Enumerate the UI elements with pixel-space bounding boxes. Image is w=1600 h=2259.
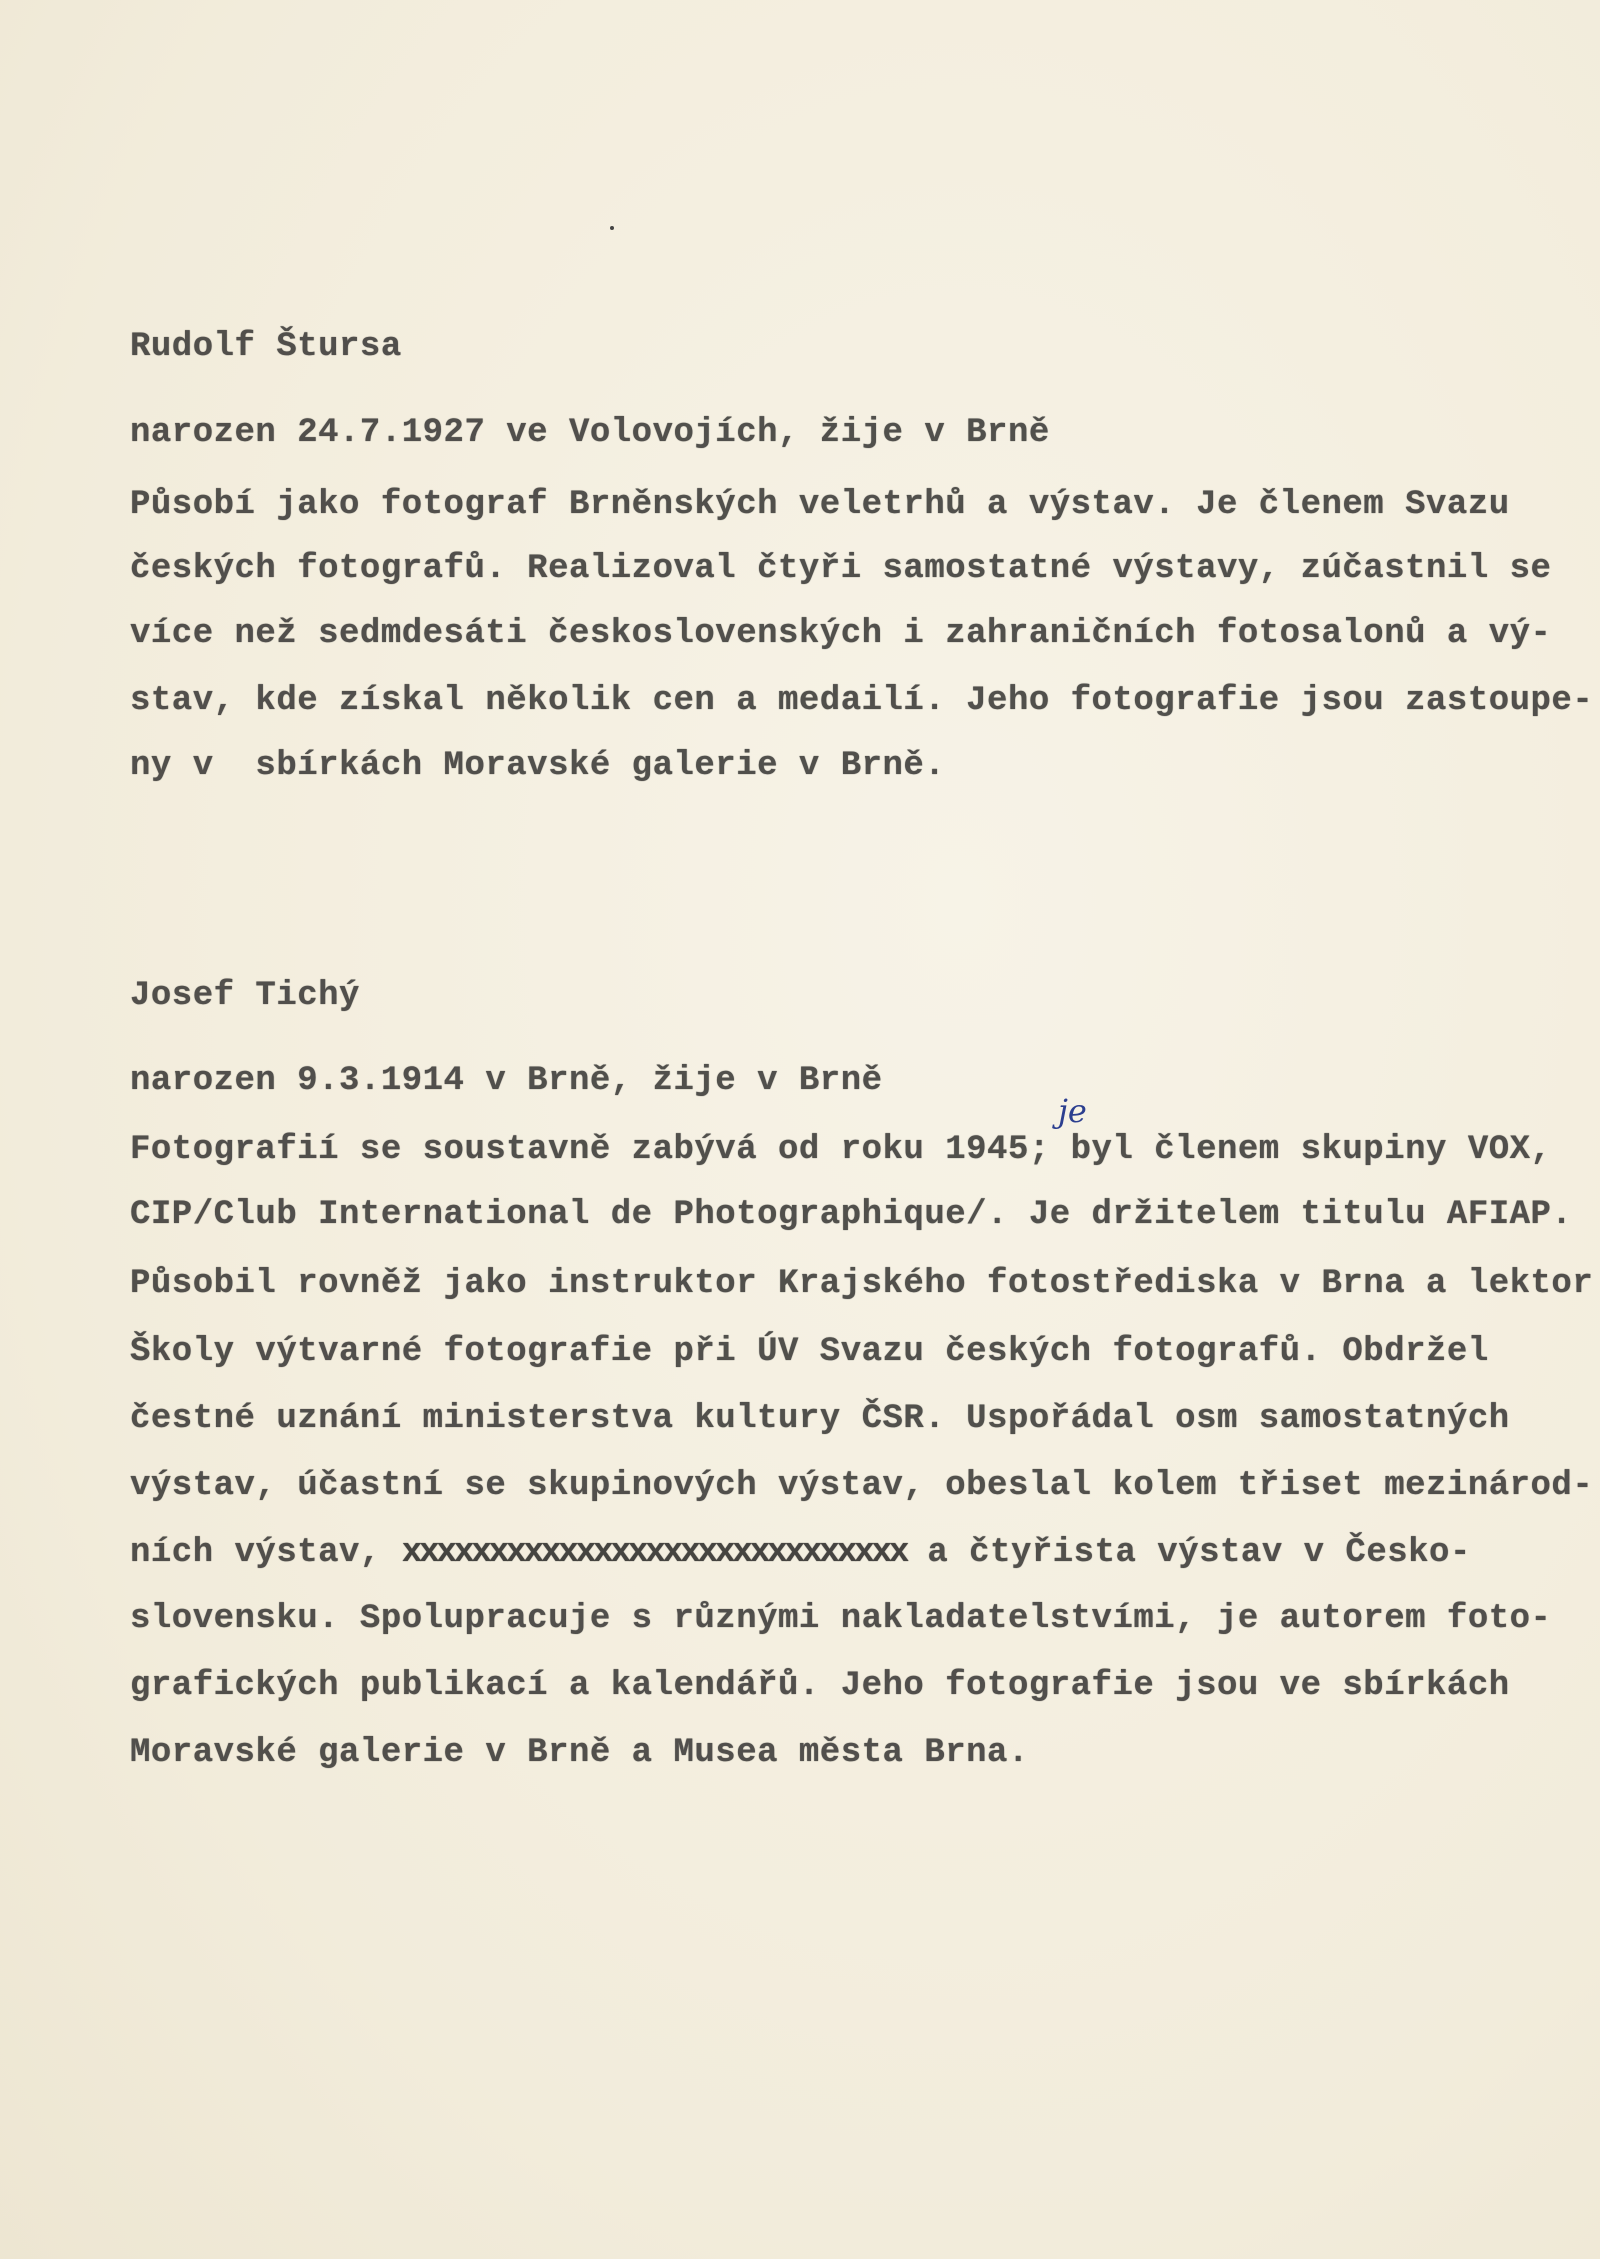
line-start: ních výstav,: [130, 1534, 381, 1572]
entry-1-line: ny v sbírkách Moravské galerie v Brně.: [130, 747, 946, 785]
entry-2-line: Fotografií se soustavně zabývá od roku 1945; byl členem skupiny VOX,: [130, 1131, 1552, 1169]
entry-1-line: stav, kde získal několik cen a medailí. Jeho fotografie jsou zastoupe-: [130, 682, 1594, 720]
entry-2-line: grafických publikací a kalendářů. Jeho fotografie jsou ve sbírkách: [130, 1667, 1510, 1705]
ink-speck: [610, 226, 614, 230]
entry-1-line: více než sedmdesáti československých i zahraničních fotosalonů a vý-: [130, 615, 1552, 653]
entry-2-line: výstav, účastní se skupinových výstav, obeslal kolem třiset mezinárod-: [130, 1467, 1594, 1505]
line-end: a čtyřista výstav v Česko-: [927, 1534, 1471, 1572]
entry-2-line: Moravské galerie v Brně a Musea města Brna.: [130, 1734, 1029, 1772]
entry-2-line: čestné uznání ministerstva kultury ČSR. Uspořádal osm samostatných: [130, 1400, 1510, 1438]
entry-1-line: českých fotografů. Realizoval čtyři samostatné výstavy, zúčastnil se: [130, 550, 1552, 588]
entry-2-line: CIP/Club International de Photographique/. Je držitelem titulu AFIAP.: [130, 1196, 1573, 1234]
entry-2-line: Působil rovněž jako instruktor Krajského fotostřediska v Brna a lektor: [130, 1265, 1594, 1303]
entry-1-birth: narozen 24.7.1927 ve Volovojích, žije v Brně: [130, 414, 1050, 452]
entry-2-name: Josef Tichý: [130, 977, 360, 1015]
handwritten-correction: je: [1058, 1092, 1087, 1130]
entry-2-line-with-strikeout: [130, 1534, 1471, 1572]
entry-2-birth: narozen 9.3.1914 v Brně, žije v Brně: [130, 1062, 883, 1100]
entry-2-line: slovensku. Spolupracuje s různými nakladatelstvími, je autorem foto-: [130, 1600, 1552, 1638]
struck-out-text: xxxxxxxxxxxxxxxxxxxxxxxxxxxxx: [401, 1534, 907, 1572]
entry-1-name: Rudolf Štursa: [130, 328, 402, 366]
entry-1-line: Působí jako fotograf Brněnských veletrhů a výstav. Je členem Svazu: [130, 486, 1510, 524]
entry-2-line: Školy výtvarné fotografie při ÚV Svazu českých fotografů. Obdržel: [130, 1333, 1489, 1371]
